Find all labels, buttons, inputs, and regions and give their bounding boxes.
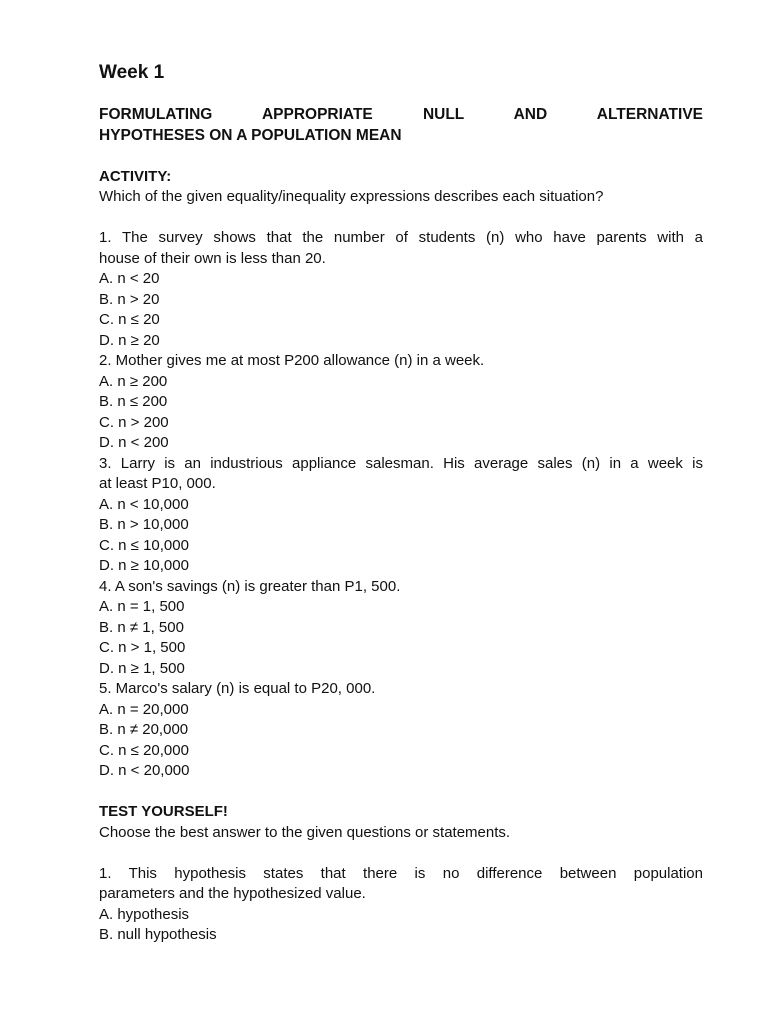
question-text-line: at least P10, 000. [99, 475, 216, 492]
answer-option: A. n < 20 [99, 270, 160, 287]
answer-option: B. n ≤ 200 [99, 393, 168, 410]
answer-option: C. n ≤ 10,000 [99, 536, 189, 554]
answer-option: A. n ≥ 200 [99, 372, 168, 390]
question-text-line: house of their own is less than 20. [99, 249, 326, 267]
answer-option: D. n < 20,000 [99, 762, 190, 779]
answer-option: C. n ≤ 20 [99, 311, 160, 328]
question-text-line: parameters and the hypothesized value. [99, 885, 366, 902]
answer-option: D. n ≥ 10,000 [99, 557, 189, 574]
question-text-line: 1. This hypothesis states that there is no difference between population [99, 864, 703, 882]
answer-option: C. n > 1, 500 [99, 639, 186, 656]
question-text-line: 4. A son's savings (n) is greater than P1, 500. [99, 577, 401, 595]
answer-option: B. n ≠ 20,000 [99, 721, 189, 738]
heading-line-2: HYPOTHESES ON A POPULATION MEAN [99, 126, 402, 144]
answer-option: D. n < 200 [99, 434, 169, 451]
activity-question-5 [99, 679, 703, 782]
answer-option: A. n < 10,000 [99, 495, 189, 513]
test-question-1 [99, 864, 703, 946]
answer-option: B. n ≠ 1, 500 [99, 618, 184, 636]
activity-question-2 [99, 351, 703, 454]
answer-option: D. n ≥ 1, 500 [99, 659, 185, 677]
answer-option: B. n > 20 [99, 290, 160, 308]
activity-instruction: Which of the given equality/inequality expressions describes each situation? [99, 188, 604, 205]
answer-option: A. n = 20,000 [99, 700, 189, 718]
answer-option: B. n > 10,000 [99, 516, 189, 533]
question-text-line: 5. Marco's salary (n) is equal to P20, 000. [99, 680, 376, 697]
heading-line-1: FORMULATING APPROPRIATE NULL AND ALTERNATIVE [99, 106, 703, 123]
answer-option: B. null hypothesis [99, 926, 217, 943]
answer-option: C. n ≤ 20,000 [99, 741, 189, 759]
activity-question-3 [99, 454, 703, 577]
activity-question-4 [99, 577, 703, 680]
activity-label: ACTIVITY: [99, 167, 172, 185]
week-title: Week 1 [99, 62, 165, 83]
answer-option: A. hypothesis [99, 905, 190, 923]
question-text-line: 2. Mother gives me at most P200 allowance (n) in a week. [99, 352, 485, 369]
answer-option: D. n ≥ 20 [99, 331, 160, 349]
question-text-line: 1. The survey shows that the number of students (n) who have parents with a [99, 229, 703, 246]
answer-option: A. n = 1, 500 [99, 598, 185, 615]
activity-question-1 [99, 228, 703, 351]
document-page [99, 60, 703, 946]
test-yourself-instruction: Choose the best answer to the given questions or statements. [99, 823, 511, 841]
question-text-line: 3. Larry is an industrious appliance salesman. His average sales (n) in a week is [99, 454, 703, 472]
test-yourself-label: TEST YOURSELF! [99, 803, 228, 820]
answer-option: C. n > 200 [99, 413, 169, 431]
